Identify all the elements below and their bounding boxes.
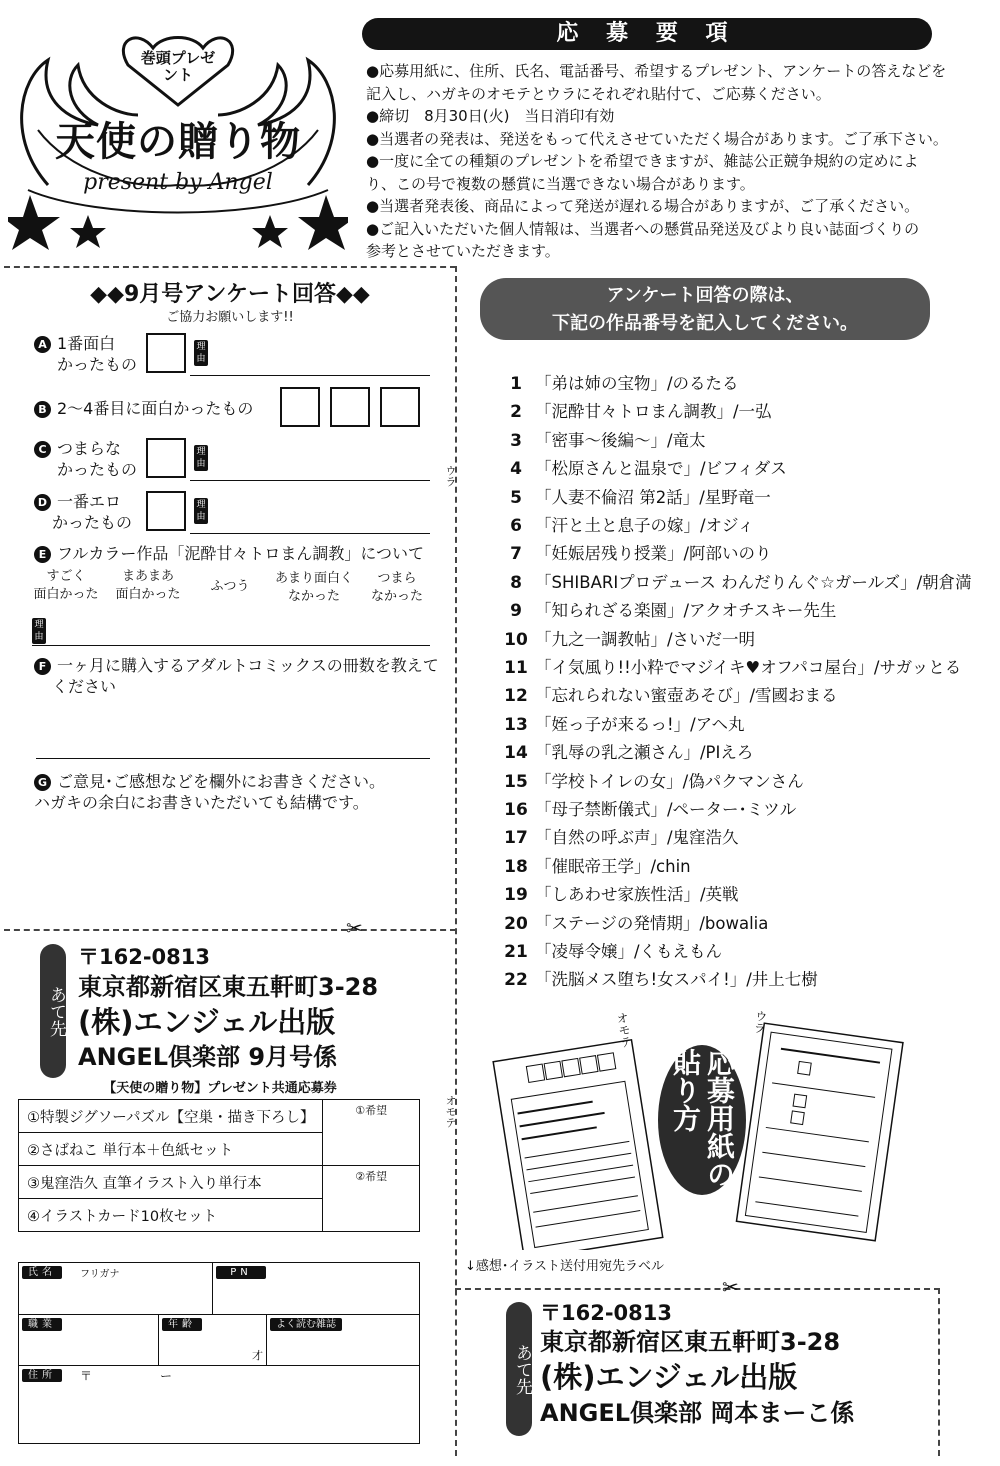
prize-option-1[interactable]: ①特製ジグソーパズル【空巣・描き下ろし】 [19,1100,323,1133]
work-title: 「ステージの発情期」/bowalia [535,913,769,933]
howto-title: 応募用紙の貼り方 [669,1048,736,1188]
label-b-icon: B [34,401,51,418]
work-item [497,398,772,426]
form-row-divider [18,1365,420,1366]
work-number: 19 [504,885,528,906]
work-title: 「人妻不倫沼 第2話」/星野竜一 [535,487,771,507]
rules-line: 参考とさせていただきます。 [366,242,560,260]
question-g-text-2: ハガキの余白にお書きいただいても結構です。 [34,793,369,812]
howto-ura-label: ウラ [751,1009,769,1035]
logo-title: 天使の贈り物 [55,119,301,165]
work-item [497,768,804,796]
question-g-text: ご意見･ご感想などを欄外にお書きください。 [57,772,386,791]
side-label-ura: ウラ [444,465,457,487]
label-d-icon: D [34,494,51,511]
zip-dash: ー [160,1369,173,1383]
question-c [34,438,121,459]
work-number: 3 [510,430,522,451]
work-item [497,881,739,909]
rules-list [366,60,956,263]
question-a-text: 1番面白 [57,334,116,353]
address-field[interactable] [20,1384,418,1442]
form-col-divider [212,1262,213,1314]
rules-line: ●一度に全ての種類のプレゼントを希望できますが、雑誌公正競争規約の定めによ [366,152,919,170]
side-label-omote: オモテ [444,1095,457,1128]
wish-label-2: ②希望 [355,1170,388,1183]
rating-option-1[interactable]: すごく 面白かった [33,569,99,602]
prize-option-3[interactable]: ③鬼窪浩久 直筆イラスト入り単行本 [19,1166,323,1199]
work-number: 9 [510,601,522,622]
work-item [497,853,691,881]
question-d [34,491,121,512]
work-item [497,484,771,512]
work-number: 16 [504,800,528,820]
furigana-label: フリガナ [80,1269,120,1280]
prize-option-4[interactable]: ④イラストカード10枚セット [19,1199,323,1232]
logo-badge: 巻頭プレゼント [140,49,216,84]
question-c-text: つまらな [57,439,122,458]
work-item [497,938,722,966]
name-field[interactable] [20,1280,210,1312]
work-item [497,966,818,994]
question-f-text: 一ヶ月に購入するアダルトコミックスの冊数を教えて [57,656,439,675]
magazine-tag: よく読む雑誌 [270,1318,342,1331]
work-title: 「九之一調教帖」/さいだ一明 [535,629,756,649]
question-e [34,543,424,564]
work-number: 4 [510,459,522,480]
form-row-divider [18,1314,420,1315]
question-a-text-2: かったもの [57,355,138,374]
form-col-divider [158,1314,159,1365]
answer-box-c[interactable] [146,438,186,478]
work-number: 11 [504,658,528,678]
form-col-divider [266,1314,267,1365]
question-e-text: フルカラー作品「泥酔甘々トロまん調教」について [57,544,425,563]
work-item [497,654,961,682]
address-line2: (株)エンジェル出版 [78,1005,336,1039]
work-item [497,569,972,597]
work-number: 8 [510,572,522,593]
work-title: 「学校トイレの女」/偽パクマンさん [535,771,804,791]
works-heading-line2: 下記の作品番号を記入してください。 [552,313,858,334]
dashed-divider [455,266,457,1456]
rules-line: ●応募用紙に、住所、氏名、電話番号、希望するプレゼント、アンケートの答えなどを [366,62,947,80]
work-item [497,597,836,625]
question-a [34,333,115,354]
work-title: 「知られざる楽園」/アクオチスキー先生 [535,601,837,621]
question-b [34,398,253,419]
rules-line: ●当選者発表後、商品によって発送が遅れる場合がありますが、ご了承ください。 [366,197,920,215]
age-field[interactable] [160,1332,250,1363]
answer-box-b2[interactable] [330,387,370,427]
pn-field[interactable] [214,1280,418,1312]
work-title: 「イ気風り!!小粋でマジイキ♥オフパコ屋台」/サガッとる [535,658,962,677]
answer-box-d[interactable] [146,491,186,531]
reason-line-e[interactable] [32,645,430,646]
label-a-icon: A [34,336,51,353]
work-title: 「母子禁断儀式」/ペーター･ミツル [535,800,797,819]
label-caption: ↓感想･イラスト送付用宛先ラベル [465,1259,665,1274]
work-title: 「泥酔甘々トロまん調教」/一弘 [535,402,772,422]
answer-box-b3[interactable] [380,387,420,427]
reason-line-a[interactable] [190,375,430,376]
dashed-divider [455,1288,940,1290]
wish-box-1[interactable] [323,1100,420,1166]
job-field[interactable] [20,1332,156,1363]
age-tag: 年齢 [162,1318,202,1331]
rules-line: ●ご記入いただいた個人情報は、当選者への懸賞品発送及びより良い誌面づくりの [366,219,920,238]
address2-line1: 東京都新宿区東五軒町3-28 [540,1328,841,1356]
dashed-divider [4,929,456,931]
work-title: 「凌辱令嬢」/くもえもん [535,942,723,961]
work-item [497,739,753,767]
reason-line-c[interactable] [190,480,430,481]
work-title: 「妊娠居残り授業」/阿部いのり [535,544,772,564]
work-title: 「乳辱の乳之瀬さん」/PIえろ [535,743,754,763]
rules-line: ●当選者の発表は、発送をもって代えさせていただく場合があります。ご了承下さい。 [366,129,948,148]
work-title: 「汗と土と息子の嫁」/オジィ [535,516,755,535]
address-tag: 住所 [22,1369,62,1382]
work-item [497,682,838,710]
work-item [497,455,787,483]
work-number: 13 [504,714,528,735]
address2-zip: 〒162-0813 [540,1301,672,1325]
label-g-icon: G [34,774,51,791]
label-c-icon: C [34,441,51,458]
work-title: 「洗脳メス堕ち!女スパイ!」/井上七樹 [535,970,818,990]
logo [8,20,348,250]
address-zip: 〒162-0813 [78,945,210,969]
work-item [497,512,754,540]
work-number: 6 [510,516,522,536]
dashed-divider [938,1288,940,1456]
work-title: 「弟は姉の宝物」/のるたる [535,374,739,393]
address2-vertical-label: あて先 [506,1302,532,1436]
work-number: 12 [504,686,528,707]
survey-title: ◆◆9月号アンケート回答◆◆ [90,282,370,307]
work-title: 「姪っ子が来るっ!」/アヘ丸 [535,714,745,734]
howto-omote-label: オモテ [614,1011,634,1049]
work-title: 「密事〜後編〜」/竜太 [535,430,706,450]
question-f [34,655,439,676]
address-line3: ANGEL倶楽部 9月号係 [78,1043,338,1071]
work-number: 14 [504,743,528,764]
work-title: 「松原さんと温泉で」/ビフィダス [535,459,787,479]
work-number: 7 [510,544,522,565]
address2-line2: (株)エンジェル出版 [540,1360,798,1394]
work-item [497,427,706,455]
work-title: 「忘れられない蜜壺あそび」/雪國おまる [535,686,838,706]
howto-illustration [490,1010,930,1250]
work-item [497,796,796,824]
survey-subtitle: ご協力お願いします!! [166,310,294,325]
work-number: 1 [510,374,522,394]
rules-heading: 応 募 要 項 [362,18,932,50]
work-number: 17 [504,828,528,849]
work-number: 15 [504,771,528,792]
rating-option-2[interactable]: まあまあ 面白かった [115,569,181,602]
scissors-icon: ✂ [346,916,363,940]
rules-line: り、この号で複数の懸賞に当選できない場合があります。 [366,174,755,193]
scissors-icon: ✂ [722,1275,739,1299]
work-title: 「自然の呼ぶ声」/鬼窪浩久 [535,828,739,848]
zip-mark: 〒 [80,1369,93,1383]
work-item [497,910,768,938]
prize-caption: 【天使の贈り物】プレゼント共通応募券 [103,1081,337,1096]
reason-tag: 理由 [194,340,208,366]
work-title: 「しあわせ家族性活」/英戦 [535,885,739,905]
works-heading-line1: アンケート回答の際は、 [606,285,804,306]
label-e-icon: E [34,546,51,563]
work-number: 21 [504,942,528,962]
rules-line: ●締切 8月30日(火) 当日消印有効 [366,107,615,125]
work-number: 5 [510,487,522,508]
label-f-icon: F [34,658,51,675]
address-line1: 東京都新宿区東五軒町3-28 [78,973,379,1001]
question-d-text-2: かったもの [52,513,133,532]
wish-box-2[interactable] [323,1166,420,1232]
prize-table [18,1099,420,1232]
work-item [497,824,739,852]
reason-tag: 理由 [194,445,208,471]
rating-option-5[interactable]: つまら なかった [370,571,423,604]
question-b-text: 2〜4番目に面白かったもの [57,399,254,418]
answer-line-f[interactable] [36,758,430,759]
rating-option-4[interactable]: あまり面白く なかった [274,571,353,604]
prize-option-2[interactable]: ②さばねこ 単行本＋色紙セット [19,1133,323,1166]
work-title: 「催眠帝王学」/chin [535,856,691,876]
work-number: 22 [504,970,528,991]
work-item [497,540,772,568]
work-number: 10 [504,629,528,650]
reason-tag: 理由 [194,498,208,524]
work-number: 18 [504,856,528,877]
work-item [497,711,745,739]
magazine-field[interactable] [268,1332,418,1363]
question-d-text: 一番エロ [57,492,122,511]
wish-label-1: ①希望 [355,1104,388,1117]
question-c-text-2: かったもの [57,460,138,479]
dashed-divider [4,266,456,268]
answer-box-b1[interactable] [280,387,320,427]
work-number: 20 [504,913,528,934]
reason-tag: 理由 [32,618,46,644]
question-g [34,771,385,792]
logo-subtitle: present by Angel [83,170,273,195]
address-vertical-label: あて先 [40,944,66,1078]
pn-tag: PN [216,1266,266,1279]
answer-box-a[interactable] [146,333,186,373]
reason-line-d[interactable] [190,533,430,534]
question-f-text-2: ください [52,677,117,696]
age-unit: 才 [252,1349,263,1362]
job-tag: 職業 [22,1318,62,1331]
work-item [497,626,755,654]
work-number: 2 [510,402,522,423]
address2-line3: ANGEL倶楽部 岡本まーこ係 [540,1399,855,1427]
rules-line: 記入し、ハガキのオモテとウラにそれぞれ貼付て、ご応募ください。 [366,84,831,103]
rating-option-3[interactable]: ふつう [210,579,250,594]
name-tag: 氏名 [22,1266,62,1279]
work-title: 「SHIBARIプロデュース わんだりんぐ☆ガールズ」/朝倉満 [535,572,972,592]
work-item [497,370,739,398]
works-heading [480,278,930,340]
